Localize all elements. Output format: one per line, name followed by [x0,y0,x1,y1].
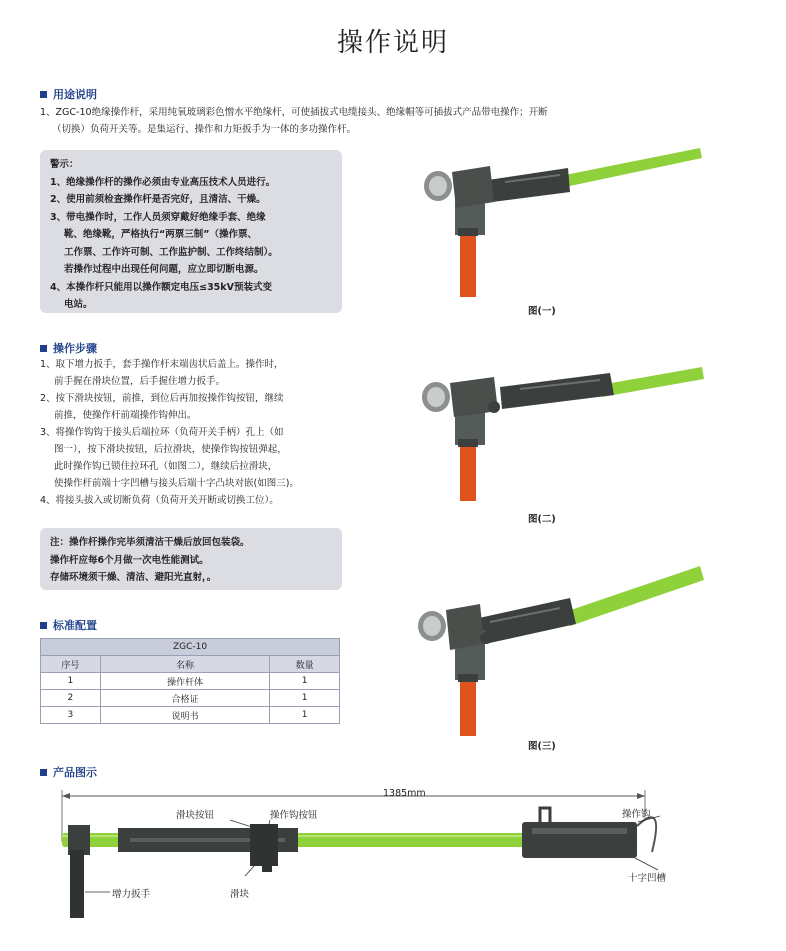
figure-2-caption: 图(二) [528,514,556,525]
config-table [40,638,340,724]
usage-heading: 用途说明 [40,86,97,102]
table-row: ZGC-10 [41,639,340,656]
page-title: 操作说明 [336,28,449,58]
figure-2-illustration [410,355,710,505]
usage-text: 1、ZGC-10绝缘操作杆，采用纯氧玻璃彩色憎水平绝缘杆，可使插拔式电缆接头、绝缘帽等可插拔式产品带电操作；开断 （切换）负荷开关等。是集运行、操作和力矩扳手为一体的多功操作杆。 [40,107,548,135]
label-wrench: 增力扳手 [112,889,151,900]
table-row: 3 说明书 1 [41,707,340,724]
square-bullet-icon [40,769,47,776]
label-hook: 操作钩 [622,809,651,820]
label-hook-button: 操作钩按钮 [270,810,318,821]
product-heading: 产品图示 [40,764,97,780]
note-box: 注：操作杆操作完毕须清洁干燥后放回包装袋。 操作杆应每6个月做一次电性能测试。 存储环境须干燥、清洁、避阳光直射，。 [40,528,342,590]
length-label: 1385mm [383,788,426,799]
steps-text: 1、取下增力扳手，套手操作杆末端齿状后盖上。操作时， 前手握在滑块位置，后手握住增力扳手。 2、按下滑块按钮，前推，到位后再加按操作钩按钮，继续 前推，使操作杆前端操作钩伸出。 3、将操作钩钩于接头后端拉环（负荷开关手柄）孔上（如 图一），按下滑块按钮，后拉滑块，使操作钩按钮弹起， 此时操作钩已锁住拉环孔（如图二），继续后拉滑块， 使操作杆前端十字凹槽与接头后端十字凸块对嵌(如图三)。 4、将接头拔入或切断负荷（负荷开关开断或切换工位）。 [40,359,299,506]
figure-1-illustration [410,140,710,310]
square-bullet-icon [40,622,47,629]
table-row: 序号 名称 数量 [41,656,340,673]
config-heading: 标准配置 [40,617,97,633]
square-bullet-icon [40,91,47,98]
label-slider-button: 滑块按钮 [176,810,215,821]
label-slider: 滑块 [230,889,250,900]
square-bullet-icon [40,345,47,352]
figure-1-caption: 图(一) [528,306,556,317]
figure-3-illustration [410,560,710,740]
product-diagram [40,780,760,940]
figure-3-caption: 图(三) [528,741,556,752]
table-row: 1 操作杆体 1 [41,673,340,690]
label-cross-groove: 十字凹槽 [628,873,667,884]
steps-heading: 操作步骤 [40,340,97,356]
warning-box: 警示： 1、绝缘操作杆的操作必须由专业高压技术人员进行。 2、使用前须检查操作杆是否完好，且清洁、干燥。 3、带电操作时，工作人员须穿戴好绝缘手套、绝缘 靴、绝缘靴，严格执行“两票三制”（操作票、 工作票、工作许可制、工作监护制、工作终结制）。 若操作过程中出现任何问题，应立即切断电源。 4、本操作杆只能用以操作额定电压≤35kV预装式变 电站。 [40,150,342,313]
table-row: 2 合格证 1 [41,690,340,707]
